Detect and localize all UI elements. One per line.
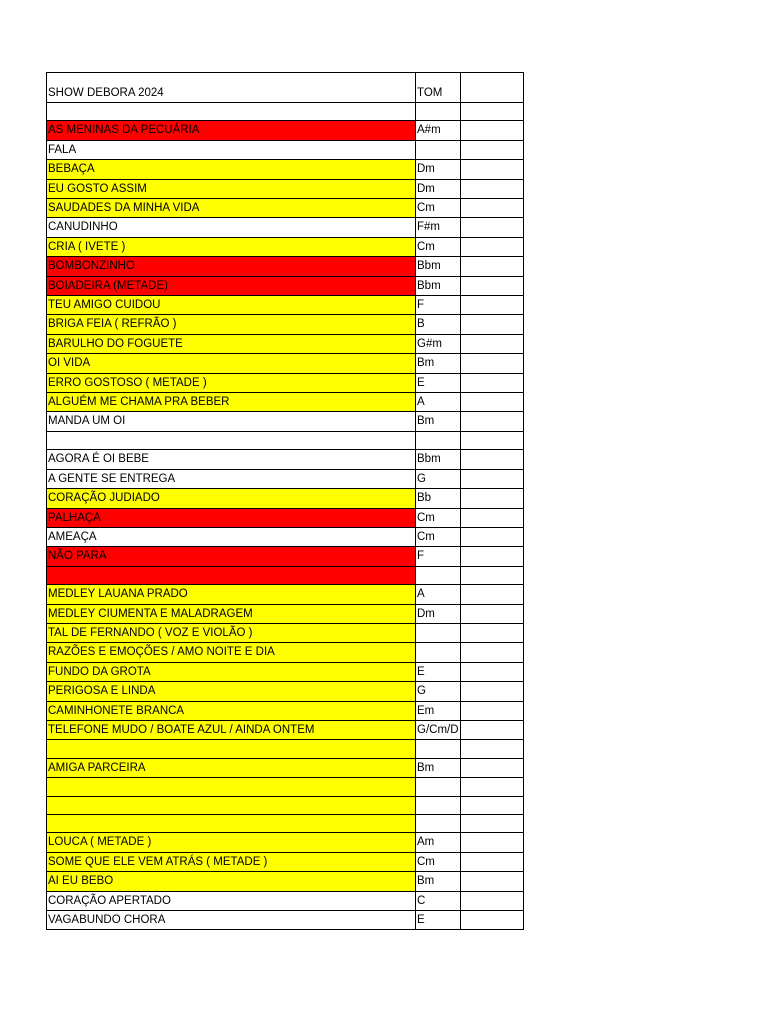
tom-cell[interactable]: G/Cm/D [416, 720, 461, 739]
tom-cell[interactable]: Dm [416, 604, 461, 623]
song-row [47, 218, 524, 237]
extra-cell[interactable] [461, 566, 524, 584]
song-cell[interactable]: CRIA ( IVETE ) [47, 237, 416, 256]
extra-cell[interactable] [461, 720, 524, 739]
song-row [47, 179, 524, 198]
extra-cell[interactable] [461, 469, 524, 488]
song-row [47, 489, 524, 508]
extra-cell[interactable] [461, 796, 524, 814]
extra-cell[interactable] [461, 740, 524, 758]
extra-cell[interactable] [461, 103, 524, 121]
song-cell[interactable]: BEBAÇA [47, 160, 416, 179]
tom-cell[interactable]: B [416, 315, 461, 334]
tom-cell[interactable]: A [416, 585, 461, 604]
tom-cell[interactable]: Cm [416, 237, 461, 256]
song-row [47, 257, 524, 276]
tom-cell[interactable]: A#m [416, 121, 461, 140]
song-cell[interactable]: BOIADEIRA (METADE) [47, 276, 416, 295]
song-row [47, 585, 524, 604]
extra-cell[interactable] [461, 872, 524, 891]
song-cell[interactable] [47, 431, 416, 449]
extra-cell[interactable] [461, 431, 524, 449]
song-row [47, 778, 524, 796]
song-row [47, 872, 524, 891]
tom-cell[interactable] [416, 623, 461, 642]
song-cell[interactable] [47, 566, 416, 584]
tom-cell[interactable]: Am [416, 833, 461, 852]
song-row [47, 121, 524, 140]
song-cell[interactable]: RAZÕES E EMOÇÕES / AMO NOITE E DIA [47, 643, 416, 662]
song-cell[interactable]: CORAÇÃO JUDIADO [47, 489, 416, 508]
song-cell[interactable]: MEDLEY CIUMENTA E MALADRAGEM [47, 604, 416, 623]
tom-cell[interactable]: F [416, 296, 461, 315]
extra-cell[interactable] [461, 334, 524, 353]
tom-cell[interactable]: Cm [416, 199, 461, 218]
show-title[interactable]: SHOW DEBORA 2024 [47, 73, 416, 103]
song-row [47, 796, 524, 814]
tom-cell[interactable]: E [416, 910, 461, 929]
song-cell[interactable]: MEDLEY LAUANA PRADO [47, 585, 416, 604]
tom-cell[interactable]: G#m [416, 334, 461, 353]
extra-cell[interactable] [461, 833, 524, 852]
song-row [47, 566, 524, 584]
tom-cell[interactable]: Bbm [416, 276, 461, 295]
song-cell[interactable] [47, 778, 416, 796]
extra-cell[interactable] [461, 701, 524, 720]
song-row [47, 662, 524, 681]
song-cell[interactable]: AMEAÇA [47, 527, 416, 546]
extra-cell[interactable] [461, 140, 524, 159]
song-row [47, 643, 524, 662]
extra-cell[interactable] [461, 160, 524, 179]
song-row [47, 450, 524, 469]
song-row [47, 604, 524, 623]
song-cell[interactable]: PERIGOSA E LINDA [47, 682, 416, 701]
song-cell[interactable]: OI VIDA [47, 354, 416, 373]
tom-cell[interactable]: Cm [416, 508, 461, 527]
song-row [47, 393, 524, 412]
song-row [47, 852, 524, 871]
extra-cell[interactable] [461, 758, 524, 777]
extra-cell[interactable] [461, 412, 524, 431]
extra-cell[interactable] [461, 257, 524, 276]
song-row [47, 334, 524, 353]
song-row [47, 547, 524, 566]
song-cell[interactable]: BARULHO DO FOGUETE [47, 334, 416, 353]
song-cell[interactable]: AMIGA PARCEIRA [47, 758, 416, 777]
extra-header-cell[interactable] [461, 73, 524, 103]
extra-cell[interactable] [461, 179, 524, 198]
extra-cell[interactable] [461, 373, 524, 392]
song-cell[interactable] [47, 740, 416, 758]
song-cell[interactable]: CORAÇÃO APERTADO [47, 891, 416, 910]
song-cell[interactable]: CANUDINHO [47, 218, 416, 237]
song-row [47, 373, 524, 392]
song-cell[interactable]: NÃO PARA [47, 547, 416, 566]
song-cell[interactable]: MANDA UM OI [47, 412, 416, 431]
extra-cell[interactable] [461, 910, 524, 929]
song-cell[interactable]: AGORA É OI BEBE [47, 450, 416, 469]
song-row [47, 701, 524, 720]
tom-cell[interactable]: Dm [416, 160, 461, 179]
tom-cell[interactable]: E [416, 373, 461, 392]
song-row [47, 720, 524, 739]
song-row [47, 237, 524, 256]
tom-cell[interactable]: Dm [416, 179, 461, 198]
song-row [47, 103, 524, 121]
tom-cell[interactable]: Bm [416, 758, 461, 777]
tom-cell[interactable]: E [416, 662, 461, 681]
tom-cell[interactable]: F#m [416, 218, 461, 237]
extra-cell[interactable] [461, 527, 524, 546]
tom-cell[interactable]: Bm [416, 412, 461, 431]
song-cell[interactable]: TEU AMIGO CUIDOU [47, 296, 416, 315]
extra-cell[interactable] [461, 199, 524, 218]
tom-cell[interactable]: Cm [416, 852, 461, 871]
tom-cell[interactable]: Bm [416, 872, 461, 891]
header-row [47, 73, 524, 103]
tom-cell[interactable]: A [416, 393, 461, 412]
song-row [47, 623, 524, 642]
song-cell[interactable]: FUNDO DA GROTA [47, 662, 416, 681]
song-cell[interactable]: LOUCA ( METADE ) [47, 833, 416, 852]
song-cell[interactable]: TELEFONE MUDO / BOATE AZUL / AINDA ONTEM [47, 720, 416, 739]
extra-cell[interactable] [461, 643, 524, 662]
tom-cell[interactable]: Bb [416, 489, 461, 508]
tom-cell[interactable]: Bbm [416, 257, 461, 276]
song-row [47, 315, 524, 334]
song-row [47, 814, 524, 832]
extra-cell[interactable] [461, 852, 524, 871]
song-row [47, 508, 524, 527]
tom-cell[interactable]: F [416, 547, 461, 566]
song-cell[interactable]: AI EU BEBO [47, 872, 416, 891]
extra-cell[interactable] [461, 778, 524, 796]
extra-cell[interactable] [461, 508, 524, 527]
song-row [47, 891, 524, 910]
song-cell[interactable]: PALHAÇA [47, 508, 416, 527]
extra-cell[interactable] [461, 276, 524, 295]
song-cell[interactable]: EU GOSTO ASSIM [47, 179, 416, 198]
tom-cell[interactable] [416, 431, 461, 449]
song-row [47, 354, 524, 373]
tom-cell[interactable]: G [416, 469, 461, 488]
tom-cell[interactable]: C [416, 891, 461, 910]
song-row [47, 469, 524, 488]
extra-cell[interactable] [461, 489, 524, 508]
song-cell[interactable]: ERRO GOSTOSO ( METADE ) [47, 373, 416, 392]
song-row [47, 412, 524, 431]
extra-cell[interactable] [461, 547, 524, 566]
song-row [47, 833, 524, 852]
song-row [47, 527, 524, 546]
song-cell[interactable]: SAUDADES DA MINHA VIDA [47, 199, 416, 218]
extra-cell[interactable] [461, 891, 524, 910]
song-row [47, 740, 524, 758]
song-cell[interactable]: BRIGA FEIA ( REFRÃO ) [47, 315, 416, 334]
song-cell[interactable]: ALGUÉM ME CHAMA PRA BEBER [47, 393, 416, 412]
extra-cell[interactable] [461, 662, 524, 681]
tom-cell[interactable] [416, 740, 461, 758]
song-cell[interactable] [47, 103, 416, 121]
song-cell[interactable] [47, 796, 416, 814]
song-row [47, 160, 524, 179]
tom-cell[interactable] [416, 778, 461, 796]
tom-cell[interactable]: Bbm [416, 450, 461, 469]
song-row [47, 199, 524, 218]
song-row [47, 276, 524, 295]
song-cell[interactable] [47, 814, 416, 832]
song-row [47, 682, 524, 701]
tom-cell[interactable]: Bm [416, 354, 461, 373]
tom-cell[interactable]: Em [416, 701, 461, 720]
song-row [47, 296, 524, 315]
tom-cell[interactable] [416, 103, 461, 121]
extra-cell[interactable] [461, 682, 524, 701]
song-cell[interactable]: A GENTE SE ENTREGA [47, 469, 416, 488]
extra-cell[interactable] [461, 814, 524, 832]
tom-cell[interactable]: Cm [416, 527, 461, 546]
tom-cell[interactable] [416, 566, 461, 584]
song-cell[interactable]: TAL DE FERNANDO ( VOZ E VIOLÃO ) [47, 623, 416, 642]
extra-cell[interactable] [461, 237, 524, 256]
extra-cell[interactable] [461, 121, 524, 140]
song-row [47, 910, 524, 929]
song-cell[interactable]: CAMINHONETE BRANCA [47, 701, 416, 720]
tom-cell[interactable] [416, 796, 461, 814]
extra-cell[interactable] [461, 604, 524, 623]
song-row [47, 758, 524, 777]
extra-cell[interactable] [461, 354, 524, 373]
extra-cell[interactable] [461, 218, 524, 237]
extra-cell[interactable] [461, 585, 524, 604]
song-row [47, 431, 524, 449]
tom-cell[interactable] [416, 140, 461, 159]
song-cell[interactable]: AS MENINAS DA PECUÁRIA [47, 121, 416, 140]
extra-cell[interactable] [461, 450, 524, 469]
song-cell[interactable]: SOME QUE ELE VEM ATRÁS ( METADE ) [47, 852, 416, 871]
tom-cell[interactable] [416, 814, 461, 832]
song-cell[interactable]: BOMBONZINHO [47, 257, 416, 276]
extra-cell[interactable] [461, 393, 524, 412]
song-row [47, 140, 524, 159]
setlist-table [46, 72, 524, 930]
song-cell[interactable]: FALA [47, 140, 416, 159]
tom-cell[interactable] [416, 643, 461, 662]
extra-cell[interactable] [461, 296, 524, 315]
extra-cell[interactable] [461, 315, 524, 334]
extra-cell[interactable] [461, 623, 524, 642]
setlist-body [47, 73, 524, 930]
tom-cell[interactable]: G [416, 682, 461, 701]
tom-header[interactable]: TOM [416, 73, 461, 103]
song-cell[interactable]: VAGABUNDO CHORA [47, 910, 416, 929]
